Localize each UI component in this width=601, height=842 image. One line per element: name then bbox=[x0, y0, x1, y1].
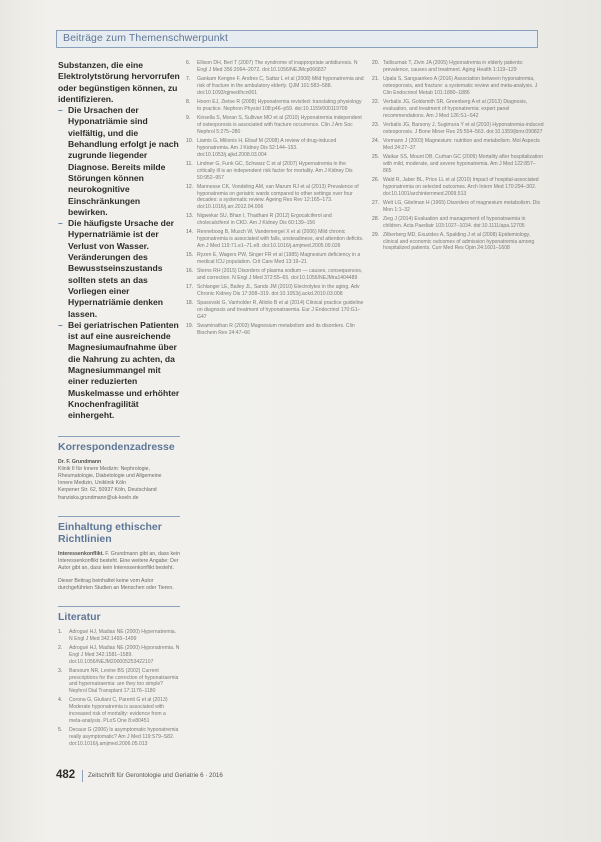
reference-number: 24. bbox=[372, 137, 380, 144]
reference-text: Tatlisumak T, Zivin JA (2005) Hyponatremia in elderly patients: prevalence, causes and treatment. Aging Health 1:119–129 bbox=[383, 60, 524, 73]
reference-item bbox=[372, 200, 544, 214]
ethics-heading: Einhaltung ethischer Richtlinien bbox=[58, 516, 180, 545]
reference-text: Upala S, Sanguankeo A (2016) Association between hyponatremia, osteoporosis, and fracture: a systematic review and meta-analysis. J Clin Endocrinol Metab 101:1880–1886 bbox=[383, 76, 538, 96]
reference-number: 21. bbox=[372, 76, 380, 82]
journal-name: Zeitschrift für Gerontologie und Geriatrie 6 · 2016 bbox=[88, 772, 223, 779]
reference-text: Liamis G, Milionis H, Elisaf M (2008) A review of drug-induced hyponatremia. Am J Kidney Dis 52:144–153. doi:10.1053/j.ajkd.2008.03.004 bbox=[197, 137, 337, 158]
reference-item bbox=[372, 177, 544, 198]
reference-text: Adrogué HJ, Madias NE (2000) Hyponatremia. N Engl J Med 342:1581–1589. doi:10.1056/NEJM200005253422107 bbox=[69, 644, 180, 665]
reference-number: 8. bbox=[186, 98, 191, 105]
reference-number: 12. bbox=[186, 183, 194, 190]
reference-number: 27. bbox=[372, 199, 380, 206]
reference-text: Ryzen E, Wagers PW, Singer FR et al (1985) Magnesium deficiency in a medical ICU population. Crit Care Med 13:19–21 bbox=[197, 252, 361, 266]
reference-text: Sterns RH (2015) Disorders of plasma sodium — causes, consequences, and correction. N Engl J Med 372:55–65. doi:10.1056/NEJMra1404489 bbox=[197, 268, 363, 282]
reference-number: 11. bbox=[186, 160, 193, 167]
column-left bbox=[58, 60, 180, 810]
reference-text: Gankam Kengne F, Andres C, Sattar L et al (2008) Mild hyponatremia and risk of fracture in the ambulatory elderly. QJM 101:583–588. doi:10.1093/qjmed/hcn061 bbox=[197, 76, 364, 96]
section-header-title: Beiträge zum Themenschwerpunkt bbox=[63, 32, 229, 44]
reference-text: Wald R, Jaber BL, Price LL et al (2010) Impact of hospital-associated hyponatremia on selected outcomes. Arch Intern Med 170:294–302. doi:10.1001/archinternmed.2009.513 bbox=[383, 176, 539, 197]
page-footer bbox=[56, 770, 546, 784]
reference-item bbox=[372, 216, 544, 230]
reference-text: Adrogué HJ, Madias NE (2000) Hypernatremia. N Engl J Med 342:1493–1499 bbox=[69, 628, 177, 642]
address-line: Rheumatologie, Diabetologie und Allgemeine bbox=[58, 472, 162, 479]
key-point: – Bei geriatrischen Patienten ist auf eine ausreichende Magnesiumaufnahme über die Nahrung zu achten, da Magnesiummangel mit einer reduzierten Muskelmasse und erhöhter Knochenfragilität einhergeht. bbox=[58, 319, 180, 421]
reference-text: Schlanger LE, Bailey JL, Sands JM (2010) Electrolytes in the aging. Adv Chronic Kidney Dis 17:308–319. doi:10.1053/j.ackd.2010.03.008 bbox=[197, 284, 360, 298]
reference-number: 18. bbox=[186, 300, 194, 307]
reference-list-left bbox=[58, 629, 180, 748]
correspondence-block bbox=[58, 459, 180, 502]
reference-number: 14. bbox=[186, 229, 194, 236]
reference-item bbox=[186, 99, 364, 113]
reference-item bbox=[186, 138, 364, 159]
dash-icon: – bbox=[58, 319, 63, 330]
reference-number: 2. bbox=[58, 644, 63, 651]
reference-number: 10. bbox=[186, 137, 194, 144]
reference-item bbox=[58, 697, 180, 725]
literature-heading: Literatur bbox=[58, 606, 180, 623]
reference-number: 6. bbox=[186, 60, 191, 66]
reference-text: Spasovski G, Vanholder R, Allolio B et al (2014) Clinical practice guideline on diagnosis and treatment of hyponatraemia. Eur J Endocrinol 170:G1–G47 bbox=[197, 300, 364, 321]
address-line: Innere Medizin, Uniklinik Köln bbox=[58, 480, 127, 487]
dash-icon: – bbox=[58, 218, 63, 229]
reference-number: 3. bbox=[58, 667, 63, 674]
reference-text: Waikar SS, Mount DB, Curhan GC (2009) Mortality after hospitalization with mild, moderate, and severe hyponatremia. Am J Med 122:857–865 bbox=[383, 153, 544, 174]
reference-item bbox=[58, 668, 180, 696]
reference-text: Decaux G (2006) Is asymptomatic hyponatremia really asymptomatic? Am J Med 119:S79–S82. doi:10.1016/j.amjmed.2006.05.013 bbox=[69, 727, 179, 748]
key-point: – Die Ursachen der Hyponatriämie sind vielfältig, und die Behandlung erfolgt je nach zugrunde liegender Diagnose. Bereits milde Störungen können neurokognitive Einschränkungen bewirken. bbox=[58, 105, 179, 217]
author-name: Dr. F. Grundmann bbox=[58, 458, 102, 465]
reference-text: Lindner G, Funk GC, Schwarz C et al (2007) Hypernatremia in the critically ill is an independent risk factor for mortality. Am J Kidney Dis 50:952–957 bbox=[197, 160, 353, 181]
reference-number: 29. bbox=[372, 231, 380, 238]
reference-text: Barsoum NR, Levine BS (2002) Current prescriptions for the correction of hyponatraemia and hypernatraemia: are they too simple? Nephrol Dial Transplant 17:1176–1180 bbox=[69, 667, 179, 695]
reference-item bbox=[58, 629, 180, 643]
reference-item bbox=[186, 115, 364, 136]
reference-item bbox=[186, 229, 364, 250]
email-link[interactable]: franziska.grundmann@uk-koeln.de bbox=[58, 494, 139, 501]
reference-text: Verbalis JG, Barsony J, Sugimura Y et al (2010) Hyponatremia-induced osteoporosis. J Bone Miner Res 25:554–563. doi:10.1359/jbmr.090827 bbox=[383, 121, 544, 135]
reference-number: 15. bbox=[186, 252, 194, 259]
reference-list-middle bbox=[186, 60, 364, 337]
reference-number: 4. bbox=[58, 697, 63, 704]
reference-number: 13. bbox=[186, 213, 194, 220]
reference-number: 5. bbox=[58, 727, 63, 734]
footer-divider bbox=[82, 770, 83, 782]
reference-text: Ellison DH, Berl T (2007) The syndrome of inappropriate antidiuresis. N Engl J Med 356:2064–2072. doi:10.1056/NEJMcp066837 bbox=[197, 60, 358, 73]
column-middle bbox=[186, 60, 364, 810]
reference-number: 22. bbox=[372, 98, 380, 105]
section-header bbox=[56, 30, 538, 48]
reference-text: Hoorn EJ, Zietse R (2008) Hyponatremia revisited: translating physiology to practice. Nephron Physiol 108:p46–p59. doi:10.1159/000119709 bbox=[197, 98, 362, 112]
reference-text: Zilberberg MD, Exuzides A, Spalding J et al (2008) Epidemiology, clinical and economic outcomes of admission hyponatremia among hospitalized patients. Curr Med Res Opin 24:1601–1608 bbox=[383, 231, 535, 252]
key-points-list bbox=[58, 105, 180, 421]
reference-number: 23. bbox=[372, 121, 380, 128]
reference-text: Mannesse CK, Vondeling AM, van Marum RJ et al (2013) Prevalence of hyponatremia on geriatric wards compared to other settings over four decades: a systematic review. Ageing Res Rev 12:165–173. doi:10.1016/j.arr.2012.04.006 bbox=[197, 183, 359, 211]
reference-item bbox=[186, 284, 364, 298]
reference-text: Kinsella S, Moran S, Sullivan MO et al (2010) Hyponatremia independent of osteoporosis is associated with fracture occurrence. Clin J Am Soc Nephrol 5:275–280 bbox=[197, 114, 362, 135]
reference-number: 7. bbox=[186, 76, 191, 82]
reference-number: 26. bbox=[372, 176, 380, 183]
page-number: 482 bbox=[56, 769, 76, 781]
reference-list-right bbox=[372, 60, 544, 252]
conflict-statement: Interessenkonflikt. F. Grundmann gibt an, dass kein Interessenkonflikt besteht. Eine weitere Angabe: Der Autor gibt an, dass kein Interessenkonflikt besteht. bbox=[58, 550, 180, 571]
reference-text: Nigwekar SU, Bhan I, Thadhani R (2012) Ergocalciferol and cholecalciferol in CKD. Am J Kidney Dis 60:139–156 bbox=[197, 213, 332, 227]
reference-item bbox=[372, 122, 544, 136]
reference-number: 9. bbox=[186, 114, 191, 121]
reference-number: 25. bbox=[372, 153, 380, 160]
key-point: – Die häufigste Ursache der Hypernatriämie ist der Verlust von Wasser. Veränderungen des Bewusstseinszustands sollten stets an das Vorliegen einer Hypernatriämie denken lassen. bbox=[58, 218, 175, 319]
reference-item bbox=[372, 232, 544, 253]
reference-text: Verbalis JG, Goldsmith SR, Greenberg A et al (2013) Diagnosis, evaluation, and treatment of hyponatremia: expert panel recommendations. Am J Med 126:S1–S42 bbox=[383, 98, 528, 119]
intro-block bbox=[58, 60, 180, 422]
reference-item bbox=[186, 161, 364, 182]
reference-text: Vormann J (2003) Magnesium: nutrition and metabolism. Mol Aspects Med 24:27–37 bbox=[383, 137, 540, 151]
reference-text: Welt LG, Gitelman H (1965) Disorders of magnesium metabolism. Dis Mon 1:1–32 bbox=[383, 199, 541, 213]
reference-item bbox=[186, 213, 364, 227]
reference-text: Renneboog B, Musch W, Vandemergel X et al (2006) Mild chronic hyponatremia is associated with falls, unsteadiness, and attention deficits. Am J Med 119:71.e1–71.e8. doi:10.1016/j.amjmed.2005.09.026 bbox=[197, 229, 364, 250]
column-right bbox=[372, 60, 544, 810]
reference-number: 17. bbox=[186, 284, 194, 291]
reference-item bbox=[186, 300, 364, 321]
reference-item bbox=[58, 727, 180, 748]
reference-item bbox=[58, 645, 180, 666]
reference-number: 16. bbox=[186, 268, 194, 275]
reference-item bbox=[186, 252, 364, 266]
reference-item bbox=[372, 60, 544, 74]
reference-number: 28. bbox=[372, 215, 380, 222]
reference-text: Corona G, Giuliani C, Parenti G et al (2013) Moderate hyponatremia is associated with increased risk of mortality: evidence from a meta-analysis. PLoS One 8:e80451 bbox=[69, 697, 168, 725]
ethics-block bbox=[58, 551, 180, 592]
reference-text: Zieg J (2014) Evaluation and management of hyponatraemia in children. Acta Paediatr 103:1027–1034. doi:10.1111/apa.12705 bbox=[383, 215, 526, 229]
reference-item bbox=[372, 138, 544, 152]
reference-item bbox=[372, 154, 544, 175]
reference-item bbox=[186, 76, 364, 97]
reference-item bbox=[186, 323, 364, 337]
dash-icon: – bbox=[58, 105, 63, 116]
reference-number: 20. bbox=[372, 60, 380, 66]
reference-number: 19. bbox=[186, 323, 194, 330]
reference-text: Swaminathan R (2003) Magnesium metabolism and its disorders. Clin Biochem Rev 24:47–66 bbox=[197, 323, 355, 337]
reference-number: 1. bbox=[58, 628, 63, 635]
address-line: Klinik II für Innere Medizin: Nephrologie, bbox=[58, 465, 150, 472]
intro-text: Substanzen, die eine Elektrolytstörung hervorrufen oder begünstigen können, zu identifizieren. bbox=[58, 60, 180, 104]
correspondence-heading: Korrespondenzadresse bbox=[58, 436, 180, 453]
address-line: Kerpener Str. 62, 50937 Köln, Deutschland bbox=[58, 487, 157, 494]
reference-item bbox=[186, 268, 364, 282]
reference-item bbox=[372, 99, 544, 120]
study-statement: Dieser Beitrag beinhaltet keine vom Autor durchgeführten Studien an Menschen oder Tieren. bbox=[58, 577, 174, 591]
reference-item bbox=[186, 60, 364, 74]
reference-item bbox=[372, 76, 544, 97]
reference-item bbox=[186, 184, 364, 212]
